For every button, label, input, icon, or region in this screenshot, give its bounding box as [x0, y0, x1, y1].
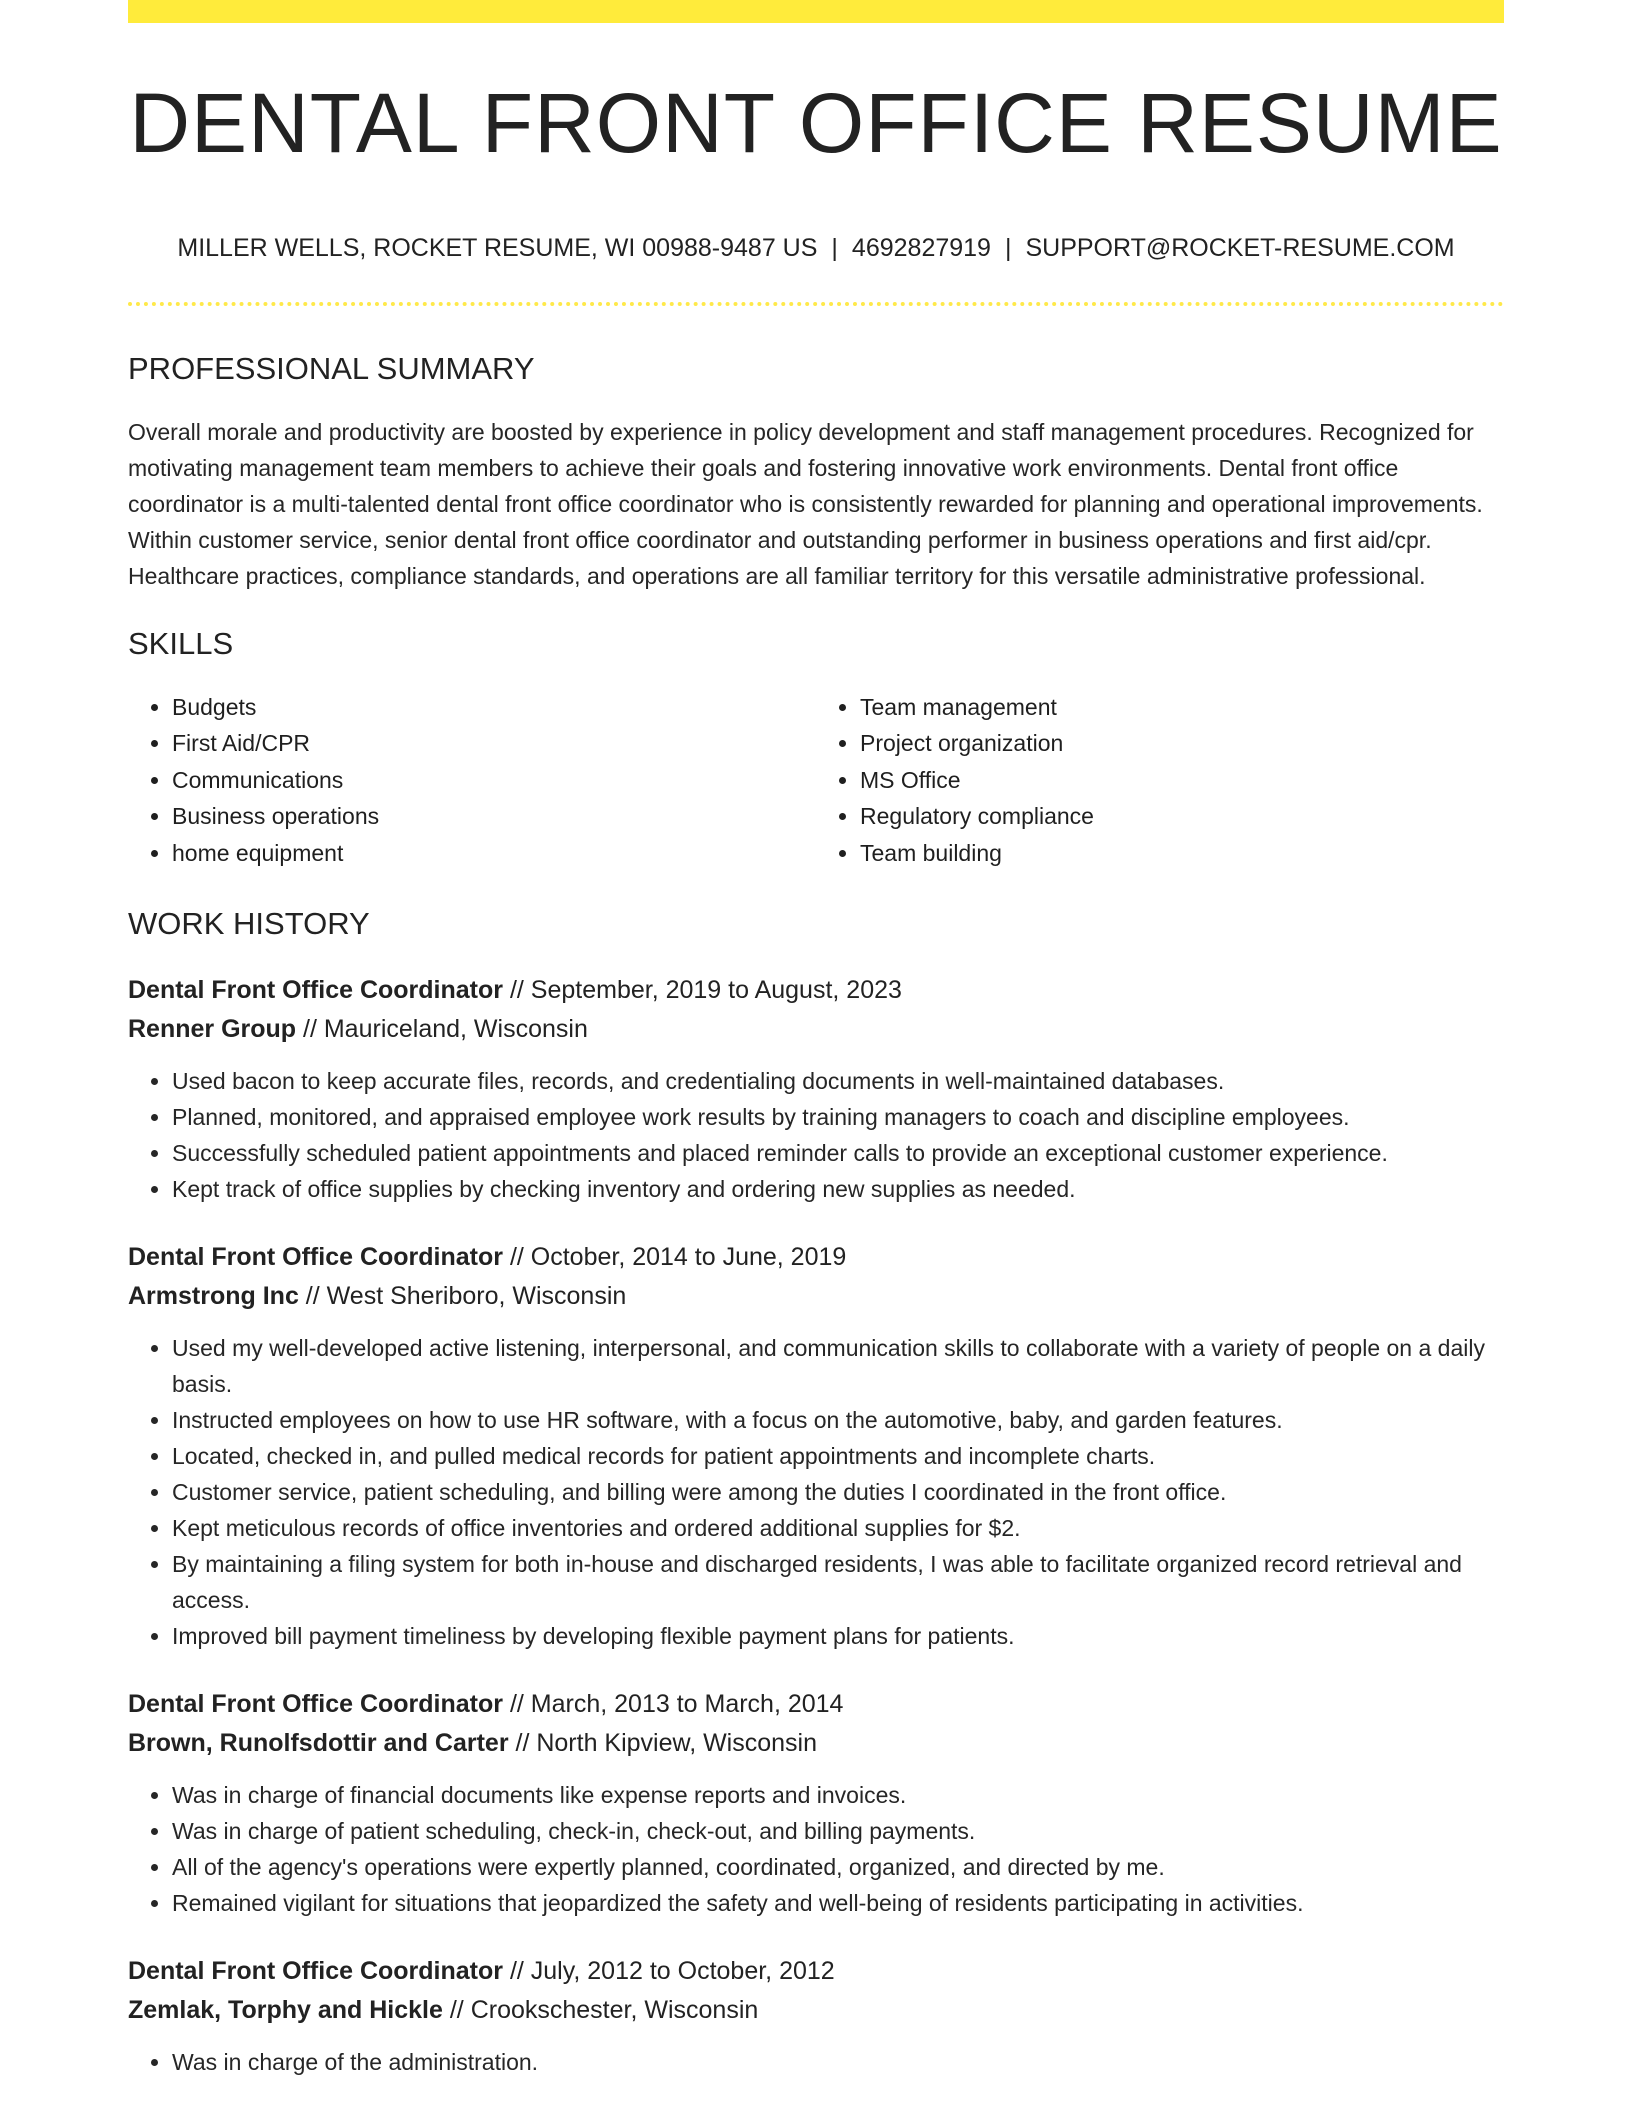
job-bullet: • Used my well-developed active listening, interpersonal, and communication skills to collaborate with a variety of people on a daily basis. — [172, 1330, 1504, 1402]
job-company: Brown, Runolfsdottir and Carter — [128, 1729, 509, 1758]
job-dates: // July, 2012 to October, 2012 — [503, 1957, 835, 1986]
job-bullet: • Remained vigilant for situations that jeopardized the safety and well-being of residents participating in activities. — [172, 1885, 1504, 1921]
skill-item: • First Aid/CPR — [172, 725, 816, 762]
summary-text: Overall morale and productivity are boosted by experience in policy development and staff management procedures. Recognized for motivating management team members to achieve their goals and fostering innovative work environments. Dental front office coordinator is a multi-talented dental front office coordinator who is consistently rewarded for planning and operational improvements. Within customer service, senior dental front office coordinator and outstanding performer in business operations and first aid/cpr. Healthcare practices, compliance standards, and operations are all familiar territory for this versatile administrative professional. — [128, 418, 1483, 589]
job-title: Dental Front Office Coordinator — [128, 1690, 503, 1719]
skills-column-left — [128, 689, 816, 872]
job-company-line — [128, 1010, 1504, 1049]
contact-email: SUPPORT@ROCKET-RESUME.COM — [1025, 234, 1455, 262]
job-entry — [128, 1685, 1504, 1921]
skill-item: • Regulatory compliance — [860, 798, 1504, 835]
skill-item: • MS Office — [860, 762, 1504, 799]
job-location: // North Kipview, Wisconsin — [508, 1729, 817, 1758]
job-company-line — [128, 1277, 1504, 1316]
job-bullet: • Kept track of office supplies by checking inventory and ordering new supplies as needed. — [172, 1171, 1504, 1207]
job-bullet: • Instructed employees on how to use HR software, with a focus on the automotive, baby, and garden features. — [172, 1402, 1504, 1438]
job-bullets — [128, 1063, 1504, 1207]
job-title-line — [128, 1685, 1504, 1724]
contact-line — [128, 235, 1504, 263]
resume-title: DENTAL FRONT OFFICE RESUME — [129, 76, 1503, 170]
job-bullet: • All of the agency's operations were expertly planned, coordinated, organized, and directed by me. — [172, 1849, 1504, 1885]
skill-item: • Budgets — [172, 689, 816, 726]
job-bullets — [128, 1330, 1504, 1654]
job-dates: // September, 2019 to August, 2023 — [503, 976, 902, 1005]
job-company-line — [128, 1991, 1504, 2030]
skill-item: • Business operations — [172, 798, 816, 835]
job-title-line — [128, 971, 1504, 1010]
summary-heading: PROFESSIONAL SUMMARY — [128, 350, 535, 386]
skill-item: • Team management — [860, 689, 1504, 726]
skill-item: • home equipment — [172, 835, 816, 872]
skills-list — [128, 689, 1504, 872]
job-company: Armstrong Inc — [128, 1282, 299, 1311]
job-bullet: • Customer service, patient scheduling, and billing were among the duties I coordinated in the front office. — [172, 1474, 1504, 1510]
job-location: // Crookschester, Wisconsin — [442, 1996, 759, 2025]
contact-separator: | — [1004, 234, 1012, 262]
job-bullet: • Located, checked in, and pulled medical records for patient appointments and incomplete charts. — [172, 1438, 1504, 1474]
job-dates: // March, 2013 to March, 2014 — [503, 1690, 844, 1719]
contact-phone: 4692827919 — [851, 234, 991, 262]
skill-item: • Communications — [172, 762, 816, 799]
job-dates: // October, 2014 to June, 2019 — [503, 1243, 847, 1272]
job-entry — [128, 1238, 1504, 1654]
job-entry — [128, 971, 1504, 1207]
job-title-line — [128, 1238, 1504, 1277]
job-title: Dental Front Office Coordinator — [128, 1957, 503, 1986]
job-company: Renner Group — [128, 1015, 297, 1044]
contact-separator: | — [831, 234, 838, 262]
job-bullet: • Used bacon to keep accurate files, records, and credentialing documents in well-maintained databases. — [172, 1063, 1504, 1099]
job-title-line — [128, 1952, 1504, 1991]
work-history-heading: WORK HISTORY — [128, 906, 370, 942]
dotted-divider — [128, 302, 1504, 306]
job-bullets — [128, 2044, 1504, 2080]
skills-column-right — [816, 689, 1504, 872]
job-company: Zemlak, Torphy and Hickle — [128, 1996, 443, 2025]
job-bullet: • Improved bill payment timeliness by developing flexible payment plans for patients. — [172, 1618, 1504, 1654]
job-bullet: • Was in charge of financial documents like expense reports and invoices. — [172, 1777, 1504, 1813]
job-bullet: • By maintaining a filing system for both in-house and discharged residents, I was able to facilitate organized record retrieval and access. — [172, 1546, 1504, 1618]
job-bullets — [128, 1777, 1504, 1921]
contact-address: MILLER WELLS, ROCKET RESUME, WI 00988-9487 US — [177, 234, 818, 262]
skills-heading: SKILLS — [128, 625, 234, 661]
job-title: Dental Front Office Coordinator — [128, 1243, 503, 1272]
job-bullet: • Successfully scheduled patient appointments and placed reminder calls to provide an exceptional customer experience. — [172, 1135, 1504, 1171]
job-location: // West Sheriboro, Wisconsin — [298, 1282, 627, 1311]
top-accent-bar — [128, 0, 1504, 23]
skill-item: • Team building — [860, 835, 1504, 872]
job-bullet: • Was in charge of patient scheduling, check-in, check-out, and billing payments. — [172, 1813, 1504, 1849]
job-entry — [128, 1952, 1504, 2080]
job-bullet: • Planned, monitored, and appraised employee work results by training managers to coach and discipline employees. — [172, 1099, 1504, 1135]
job-bullet: • Was in charge of the administration. — [172, 2044, 1504, 2080]
skill-item: • Project organization — [860, 725, 1504, 762]
job-title: Dental Front Office Coordinator — [128, 976, 503, 1005]
job-company-line — [128, 1724, 1504, 1763]
job-bullet: • Kept meticulous records of office inventories and ordered additional supplies for $2. — [172, 1510, 1504, 1546]
job-location: // Mauriceland, Wisconsin — [296, 1015, 588, 1044]
resume-page — [128, 0, 1504, 2080]
